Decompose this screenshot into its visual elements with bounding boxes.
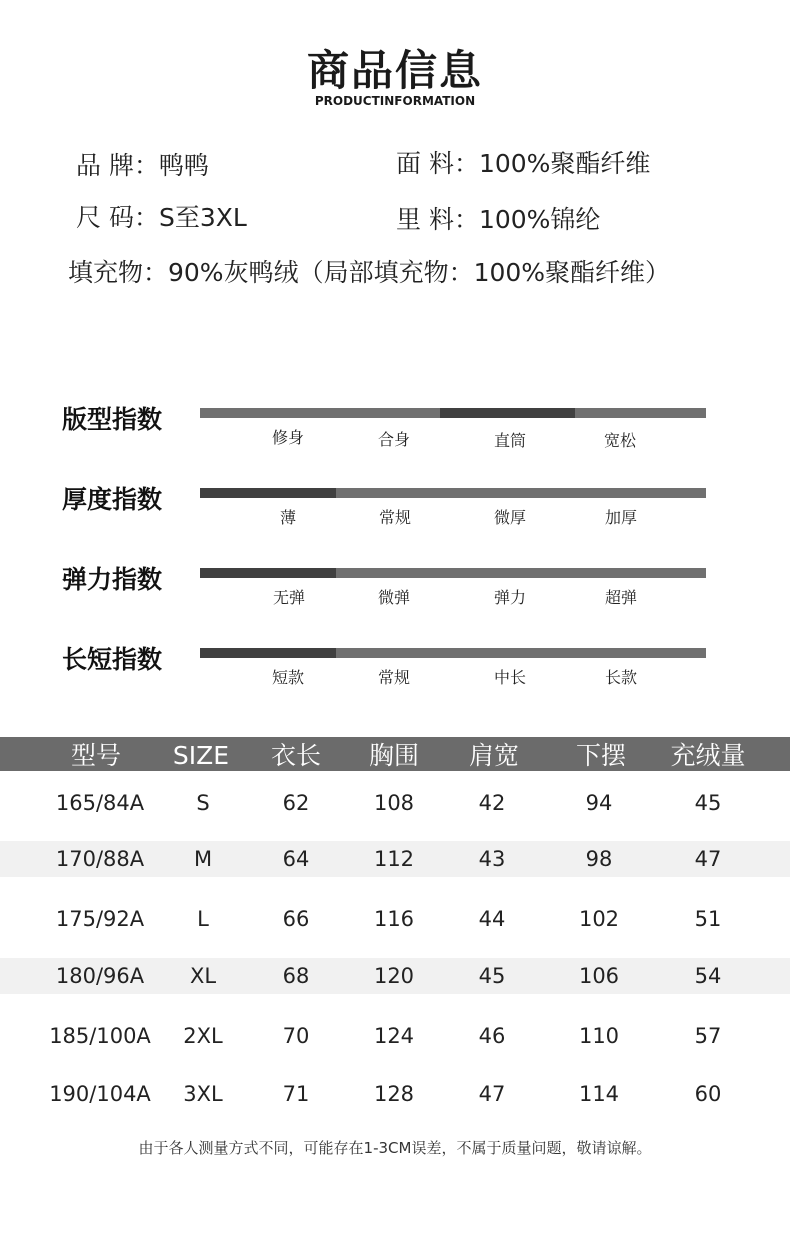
page-subtitle: PRODUCTINFORMATION — [314, 94, 476, 108]
info-fabric: 面 料：100%聚酯纤维 — [396, 149, 651, 178]
table-cell: 114 — [578, 1082, 620, 1106]
table-cell: 68 — [282, 964, 310, 988]
table-cell: 51 — [694, 907, 722, 931]
column-header: SIZE — [172, 741, 230, 770]
index-label: 弹力指数 — [62, 565, 163, 594]
index-bar — [200, 648, 706, 658]
index-option: 短款 — [271, 668, 304, 687]
table-row — [0, 901, 790, 937]
table-cell: 57 — [694, 1024, 722, 1048]
index-label: 厚度指数 — [62, 485, 163, 514]
index-bar — [200, 488, 706, 498]
table-cell: 124 — [373, 1024, 415, 1048]
table-cell: 46 — [478, 1024, 506, 1048]
index-option: 长款 — [604, 668, 637, 687]
column-header: 下摆 — [575, 741, 626, 770]
index-option: 常规 — [377, 668, 410, 687]
table-cell: 62 — [282, 791, 310, 815]
table-cell: 47 — [478, 1082, 506, 1106]
table-cell: 170/88A — [55, 847, 145, 871]
index-option: 修身 — [271, 428, 304, 447]
table-row — [0, 785, 790, 821]
table-cell: M — [193, 847, 213, 871]
table-cell: 45 — [694, 791, 722, 815]
table-cell: 54 — [694, 964, 722, 988]
index-bar-selected — [440, 408, 575, 418]
table-cell: 45 — [478, 964, 506, 988]
table-cell: 98 — [585, 847, 613, 871]
index-option: 宽松 — [603, 431, 636, 450]
table-cell: L — [197, 907, 209, 931]
index-option: 直筒 — [493, 431, 526, 450]
table-cell: 165/84A — [55, 791, 145, 815]
table-cell: 43 — [478, 847, 506, 871]
index-bar-selected — [200, 648, 336, 658]
table-cell: 66 — [282, 907, 310, 931]
table-cell: 106 — [578, 964, 620, 988]
info-brand: 品 牌：鸭鸭 — [76, 151, 209, 180]
table-cell: 44 — [478, 907, 506, 931]
info-size: 尺 码：S至3XL — [76, 203, 247, 232]
index-label: 版型指数 — [62, 405, 163, 434]
table-cell: 108 — [373, 791, 415, 815]
index-option: 常规 — [378, 508, 411, 527]
table-cell: 60 — [694, 1082, 722, 1106]
index-bar — [200, 568, 706, 578]
table-cell: 185/100A — [49, 1024, 151, 1048]
table-cell: S — [196, 791, 210, 815]
index-option: 加厚 — [604, 508, 637, 527]
column-header: 胸围 — [368, 741, 419, 770]
index-label: 长短指数 — [62, 645, 163, 674]
column-header: 充绒量 — [670, 741, 746, 770]
size-table-header — [0, 737, 790, 771]
table-cell: XL — [189, 964, 217, 988]
table-cell: 71 — [282, 1082, 310, 1106]
table-cell: 116 — [373, 907, 415, 931]
column-header: 型号 — [70, 741, 121, 770]
table-cell: 70 — [282, 1024, 310, 1048]
table-cell: 2XL — [183, 1024, 223, 1048]
table-row — [0, 1076, 790, 1112]
table-cell: 94 — [585, 791, 613, 815]
table-cell: 110 — [578, 1024, 620, 1048]
index-option: 超弹 — [604, 588, 637, 607]
table-cell: 64 — [282, 847, 310, 871]
table-row — [0, 841, 790, 877]
index-option: 无弹 — [272, 588, 305, 607]
footnote: 由于各人测量方式不同，可能存在1-3CM误差，不属于质量问题，敬请谅解。 — [138, 1139, 652, 1157]
index-option: 弹力 — [493, 588, 526, 607]
index-bar-selected — [200, 488, 336, 498]
table-cell: 190/104A — [49, 1082, 151, 1106]
info-filling: 填充物：90%灰鸭绒（局部填充物：100%聚酯纤维） — [68, 258, 671, 287]
table-cell: 112 — [373, 847, 415, 871]
info-lining: 里 料：100%锦纶 — [396, 205, 601, 234]
page-title: 商品信息 — [306, 46, 483, 95]
table-cell: 102 — [578, 907, 620, 931]
table-cell: 120 — [373, 964, 415, 988]
table-cell: 3XL — [183, 1082, 223, 1106]
table-cell: 128 — [373, 1082, 415, 1106]
table-cell: 47 — [694, 847, 722, 871]
column-header: 肩宽 — [468, 741, 519, 770]
index-bar-selected — [200, 568, 336, 578]
column-header: 衣长 — [270, 741, 321, 770]
table-cell: 180/96A — [55, 964, 145, 988]
table-cell: 175/92A — [55, 907, 145, 931]
table-row — [0, 958, 790, 994]
index-option: 薄 — [279, 508, 296, 527]
index-option: 中长 — [493, 668, 526, 687]
table-cell: 42 — [478, 791, 506, 815]
index-option: 微弹 — [377, 588, 410, 607]
index-option: 合身 — [377, 430, 410, 449]
table-row — [0, 1018, 790, 1054]
index-bar — [200, 408, 706, 418]
index-option: 微厚 — [493, 508, 526, 527]
